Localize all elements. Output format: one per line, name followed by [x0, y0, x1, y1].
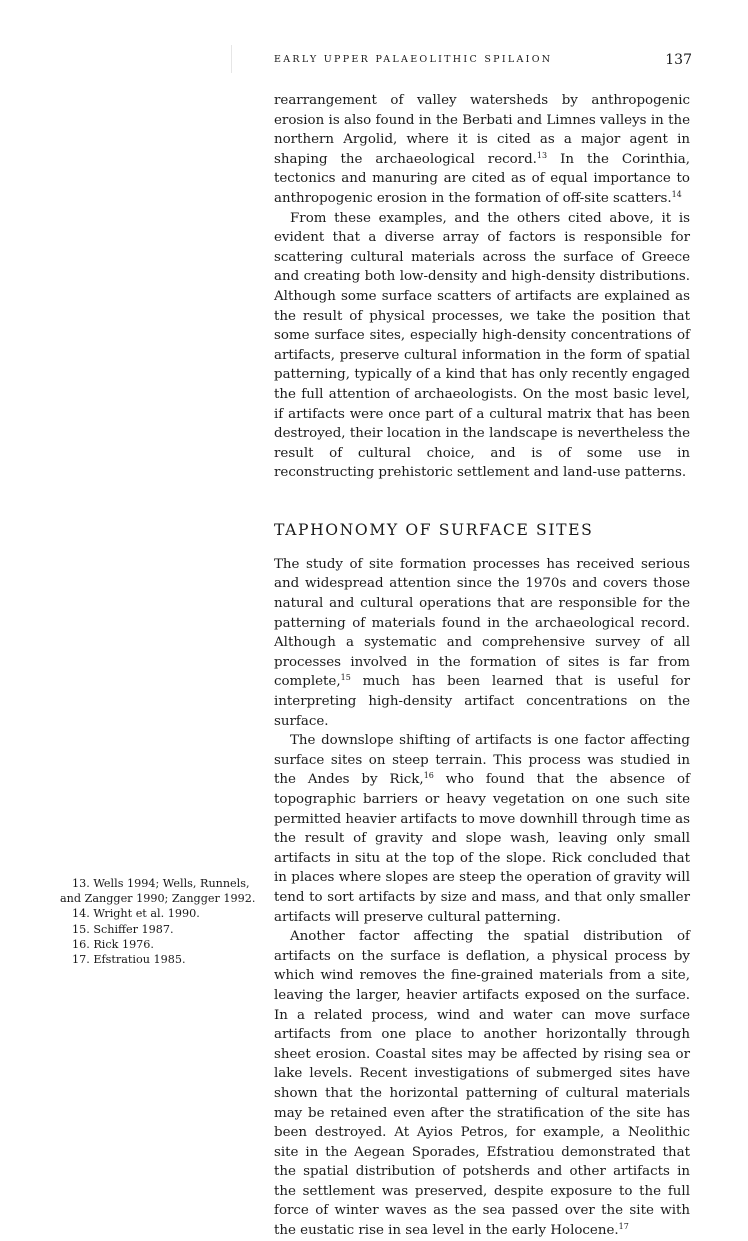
footnote-ref-15: 15 — [340, 673, 351, 683]
paragraph-5-text: Another factor affecting the spatial distribution of artifacts on the surface is deflation, a physical process by which wind removes the fine-grained materials from a site, leaving the larger, heavier artifacts exposed on the surface. In a related process, wind and water can move surface artifacts from one place to another horizontally through sheet erosion. Coastal sites may be affected by rising sea or lake levels. Recent investigations of submerged sites have shown that the horizontal patterning of cultural materials may be retained even after the stratification of the site has been destroyed. At Ayios Petros, for example, a Neolithic site in the Aegean Sporades, Efstratiou demonstrated that the spatial distribution of potsherds and other artifacts in the settlement was preserved, despite exposure to the full force of winter waves as the sea passed over the site with the eustatic rise in sea level in the early Holocene. — [274, 929, 690, 1239]
paragraph-1-text-b: In the Corinthia, tectonics and manuring are cited as of equal importance to anthropogenic erosion in the formation of off-site scatters. — [274, 151, 690, 206]
section-heading: TAPHONOMY OF SURFACE SITES — [274, 520, 594, 539]
paragraph-2: From these examples, and the others cited above, it is evident that a diverse array of factors is responsible for scattering cultural materials across the surface of Greece and creating both low-density and high-density distributions. Although some surface scatters of artifacts are explained as the result of physical processes, we take the position that some surface sites, especially high-density concentrations of artifacts, preserve cultural information in the form of spatial patterning, typically of a kind that has only recently engaged the full attention of archaeologists. On the most basic level, if artifacts were once part of a cultural matrix that has been destroyed, their location in the landscape is nevertheless the result of cultural choice, and is of some use in reconstructing prehistoric settlement and land-use patterns. — [274, 210, 690, 481]
footnote-17: 17. Efstratiou 1985. — [72, 953, 186, 967]
paragraph-4-text-b: who found that the absence of topographic barriers or heavy vegetation on one such site permitted heavier artifacts to move downhill through time as the result of gravity and slope wash, leaving only small artifacts in situ at the top of the slope. Rick concluded that in places where slopes are steep the operation of gravity will tend to sort artifacts by size and mass, and that only smaller artifacts will preserve cultural patterning. — [274, 772, 691, 925]
paragraph-1-text-a: rearrangement of valley watersheds by anthropogenic erosion is also found in the Berbati and Limnes valleys in the northern Argolid, where it is cited as a major agent in shaping the archaeological record. — [274, 93, 690, 167]
main-text — [274, 91, 690, 1241]
footnote-ref-14: 14 — [671, 189, 682, 199]
footnote-13: 13. Wells 1994; Wells, Runnels, and Zangger 1990; Zangger 1992. — [60, 877, 256, 906]
footnote-ref-16: 16 — [423, 771, 434, 781]
footnote-ref-17: 17 — [618, 1222, 629, 1232]
running-head — [274, 53, 702, 71]
footnote-ref-13: 13 — [536, 150, 548, 160]
footnotes — [60, 876, 260, 967]
page-number: 137 — [665, 52, 692, 68]
footnote-14: 14. Wright et al. 1990. — [72, 907, 200, 921]
footnote-16: 16. Rick 1976. — [72, 937, 154, 951]
paragraph-3 — [274, 555, 690, 731]
paragraph-1 — [274, 91, 690, 209]
paragraph-4 — [274, 731, 690, 927]
paragraph-3-text-b: much has been learned that is useful for interpreting high-density artifact concentrations on the surface. — [274, 674, 690, 729]
margin-rule — [231, 45, 232, 73]
footnote-15: 15. Schiffer 1987. — [72, 922, 174, 936]
paragraph-3-text-a: The study of site formation processes has received serious and widespread attention since the 1970s and covers those natural and cultural operations that are responsible for the patterning of materials found in the archaeological record. Although a systematic and comprehensive survey of all processes involved in the formation of sites is far from complete, — [274, 556, 690, 690]
running-title: EARLY UPPER PALAEOLITHIC SPILAION — [274, 54, 553, 65]
paragraph-5 — [274, 927, 690, 1241]
paragraph-4-text-a: The downslope shifting of artifacts is one factor affecting surface sites on steep terrain. This process was studied in the Andes by Rick, — [274, 733, 690, 788]
